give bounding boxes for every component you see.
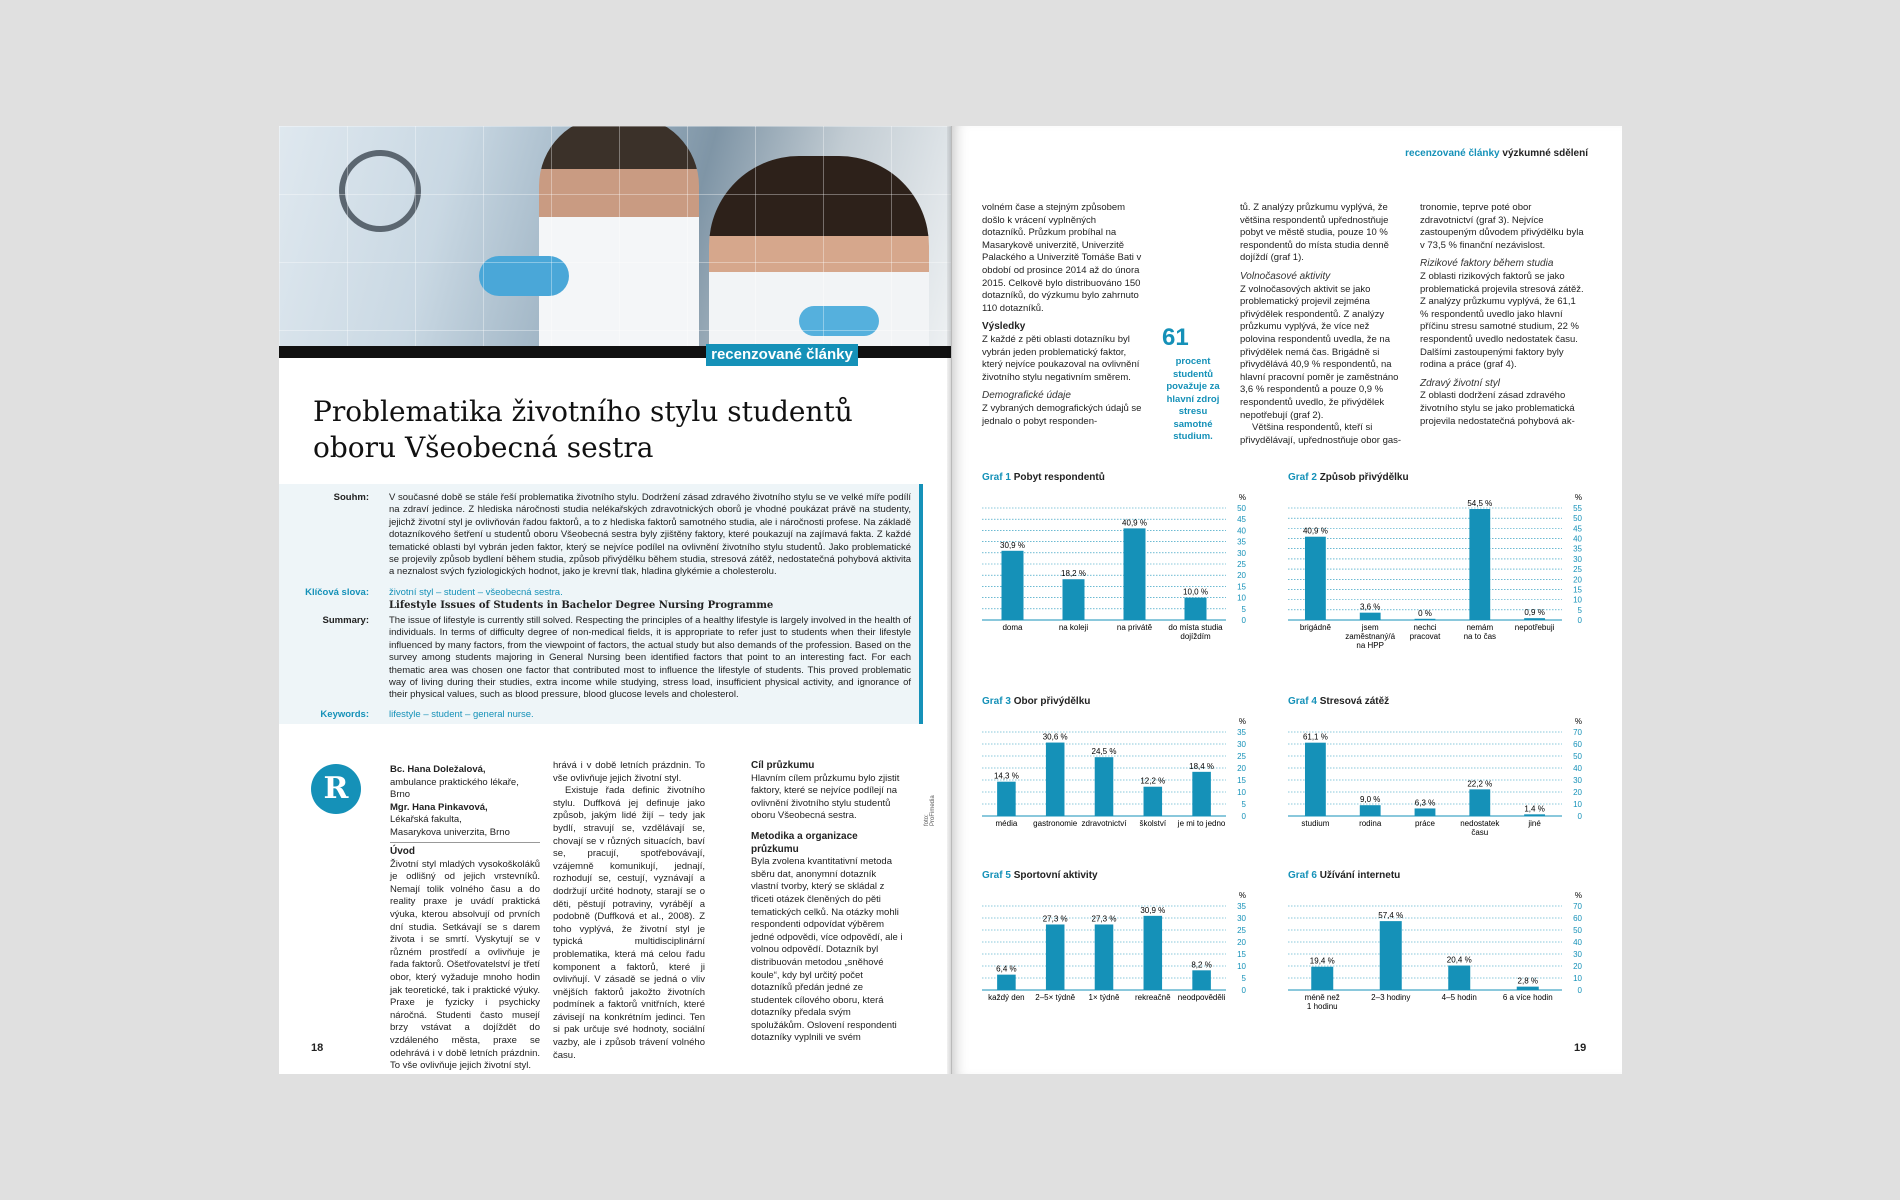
y-tick-label: 30	[1237, 548, 1246, 558]
bar-value-label: 30,9 %	[1140, 905, 1166, 915]
y-tick-label: 0	[1241, 812, 1246, 821]
bar-value-label: 0 %	[1418, 608, 1432, 618]
y-tick-label: 35	[1237, 728, 1246, 737]
running-head-type: výzkumné sdělení	[1502, 148, 1588, 159]
chart-title	[1288, 472, 1409, 483]
y-tick-label: 40	[1237, 526, 1246, 536]
left-page	[279, 126, 951, 1074]
bar	[997, 975, 1016, 990]
y-tick-label: 30	[1573, 776, 1582, 785]
right-col-3	[1420, 202, 1586, 428]
bar	[1415, 808, 1436, 816]
category-label: nedostatek	[1460, 819, 1500, 828]
y-tick-label: 5	[1241, 604, 1246, 614]
y-tick-label: 10	[1573, 595, 1582, 605]
bar-value-label: 30,9 %	[1000, 540, 1025, 550]
section-tag: recenzované články	[706, 344, 858, 366]
bar	[1046, 743, 1065, 816]
y-tick-label: 20	[1237, 938, 1246, 947]
y-tick-label: 0	[1577, 616, 1582, 625]
category-label: práce	[1414, 819, 1436, 828]
y-tick-label: 15	[1237, 582, 1246, 592]
category-label: školství	[1139, 819, 1167, 828]
abstract-box	[279, 484, 919, 724]
bar-value-label: 3,6 %	[1359, 602, 1381, 612]
y-tick-label: 0	[1241, 986, 1246, 995]
category-label: na koleji	[1058, 623, 1089, 632]
bar-value-label: 27,3 %	[1091, 914, 1117, 924]
bar-value-label: 54,5 %	[1467, 499, 1493, 509]
category-label: jiné	[1528, 819, 1541, 828]
abstract-accent-bar	[919, 484, 923, 724]
bar-value-label: 19,4 %	[1309, 956, 1335, 966]
bar-value-label: 20,4 %	[1446, 955, 1472, 965]
category-label: doma	[1002, 623, 1023, 632]
y-tick-label: 50	[1573, 514, 1582, 524]
bar	[1469, 789, 1490, 816]
y-tick-label: 40	[1573, 534, 1582, 544]
klicova-label: Klíčová slova:	[305, 587, 369, 598]
chart-title	[982, 472, 1105, 483]
bar-value-label: 1,4 %	[1524, 804, 1545, 814]
bar	[1192, 772, 1211, 816]
category-label: rodina	[1359, 819, 1382, 828]
bar-value-label: 22,2 %	[1467, 779, 1493, 789]
category-label: 2–5× týdně	[1035, 993, 1076, 1002]
title-line-2: oboru Všeobecná sestra	[313, 431, 654, 464]
y-tick-label: 55	[1573, 504, 1582, 513]
chart-graf-5	[982, 870, 1252, 1040]
category-label: je mi to jedno	[1177, 819, 1226, 828]
bar	[1360, 613, 1381, 620]
category-label: média	[995, 819, 1018, 828]
category-label: méně než	[1304, 993, 1340, 1002]
chart-title-text: Užívání internetu	[1319, 870, 1401, 881]
bar	[1144, 916, 1163, 990]
article-title	[313, 394, 913, 466]
chart-title	[1288, 870, 1400, 881]
chart-svg	[1288, 884, 1588, 1040]
callout-number: 61	[1162, 324, 1189, 351]
y-tick-label: 5	[1241, 974, 1246, 983]
y-tick-label: 70	[1573, 902, 1582, 911]
col2-text-1: hrává i v době letních prázdnin. To vše ovlivňuje jejich životní styl.	[553, 760, 705, 784]
category-label: brigádně	[1299, 623, 1331, 632]
y-tick-label: 40	[1573, 938, 1582, 947]
category-label: na privátě	[1116, 623, 1153, 632]
summary-text: The issue of lifestyle is currently still solved. Respecting the principles of a healthy lifestyle is largely involved in the health of individuals. In terms of difficulty degree of non-medical fields, it is appropriate to refer just to students when their lifestyle influenced by many factors, from the viewpoint of factors, the actual study but also demands of the profession. Based on the survey among students majoring in General Nursing been identified factors that point to an interesting fact. For each thematic area was chosen one factor that contributed most to influence the lifestyle of students. This proved problematic way of living during their studies, extra income while studying, stress load, insufficient physical activity, and ignorance of their physical values, such as blood pressure, blood glucose levels and cholesterol.	[389, 615, 911, 701]
uvod-text: Životní styl mladých vysokoškoláků je odlišný od jejich vrstevníků. Nemají tolik volného času a do reality praxe je uvádí praktická výuka, kterou absolvují od prvních dní studia. Setkávají se s darem života i se smrtí. Vyskytují se v různém prostředí a ovlivňuje je řada faktorů. Ošetřovatelství je třetí obor, který vyžaduje mnoho hodin jak teoretické, tak i praktické výuky. Praxe je fyzicky i psychicky náročná. Studenti často musejí brzy vstávat a dojíždět do vzdáleného města, praxe se odehrává i v době letních prázdnin. To vše ovlivňuje jejich životní styl.	[390, 858, 540, 1072]
y-tick-label: 10	[1237, 962, 1246, 971]
keywords-label: Keywords:	[320, 709, 369, 720]
rizik-text: Z oblasti rizikových faktorů se jako problematická projevila stresová zátěž. Z analýzy průzkumu vyplývá, že 61,1 % respondentů uvedlo jako hlavní příčinu stresu samotné studium, 22 % respondentů uvedlo nedostatek času. Dalšími zastoupenými faktory byly rodina a práce (graf 4).	[1420, 270, 1584, 371]
running-head	[1405, 148, 1588, 159]
y-tick-label: 20	[1237, 764, 1246, 773]
category-label: nepotřebuji	[1514, 623, 1555, 632]
y-tick-label: 20	[1573, 575, 1582, 585]
y-tick-label: 15	[1237, 950, 1246, 959]
bar	[1144, 787, 1163, 816]
author-2-affiliation-2: Masarykova univerzita, Brno	[390, 826, 510, 838]
bar-value-label: 57,4 %	[1378, 911, 1404, 921]
bar-value-label: 18,2 %	[1061, 569, 1086, 579]
y-tick-label: 50	[1573, 926, 1582, 935]
bar	[1524, 814, 1545, 816]
chart-title-text: Obor přivýdělku	[1013, 696, 1091, 707]
bar	[1524, 618, 1545, 620]
demo-heading: Demografické údaje	[982, 390, 1071, 402]
chart-title-number: Graf 3	[982, 696, 1014, 707]
chart-title-number: Graf 6	[1288, 870, 1320, 881]
y-tick-label: 25	[1573, 565, 1582, 575]
cil-text: Hlavním cílem průzkumu bylo zjistit faktory, které se nejvíce podílejí na ovlivnění životního stylu studentů oboru Všeobecná sestra.	[751, 772, 900, 822]
keywords-text: lifestyle – student – general nurse.	[389, 709, 534, 720]
bar	[1311, 967, 1333, 990]
chart-svg	[982, 486, 1252, 662]
y-unit-label: %	[1238, 493, 1246, 502]
bar-value-label: 61,1 %	[1302, 732, 1328, 742]
y-tick-label: 0	[1241, 616, 1246, 625]
bar	[997, 782, 1016, 816]
bar	[1063, 579, 1085, 620]
y-tick-label: 20	[1573, 788, 1582, 797]
y-tick-label: 5	[1241, 800, 1246, 809]
y-tick-label: 5	[1577, 605, 1582, 615]
author-1-affiliation: ambulance praktického lékaře, Brno	[390, 776, 519, 801]
category-label: nemám	[1466, 623, 1494, 632]
author-2-affiliation-1: Lékařská fakulta,	[390, 814, 462, 826]
volno-text: Z volnočasových aktivit se jako problematický projevil zejména přivýdělek respondentů. Z analýzy průzkumu vyplývá, že více než polovina respondentů uvedla, že na přivýdělek nemá čas. Brigádně si přivydělává 40,9 % respondentů, na hlavní pracovní poměr je zaměstnáno 3,6 % respondentů a pouze 0,9 % respondentů uvedlo, že přivýdělek nepotřebují (graf 2).	[1240, 283, 1399, 421]
bar	[1360, 805, 1381, 816]
category-label: 1× týdně	[1088, 993, 1120, 1002]
bar-value-label: 24,5 %	[1091, 747, 1117, 757]
y-tick-label: 20	[1573, 962, 1582, 971]
chart-graf-4	[1288, 696, 1588, 856]
y-tick-label: 30	[1573, 950, 1582, 959]
summary-title: Lifestyle Issues of Students in Bachelor Degree Nursing Programme	[389, 600, 774, 611]
bar	[1380, 921, 1402, 990]
review-logo: R	[311, 764, 361, 814]
bar-value-label: 9,0 %	[1359, 795, 1381, 805]
bar-value-label: 18,4 %	[1189, 761, 1215, 771]
bar-value-label: 6,4 %	[996, 964, 1017, 974]
bar	[1046, 924, 1065, 990]
y-unit-label: %	[1574, 717, 1582, 726]
y-tick-label: 10	[1237, 593, 1246, 603]
y-tick-label: 10	[1237, 788, 1246, 797]
y-tick-label: 50	[1237, 504, 1246, 513]
chart-graf-6	[1288, 870, 1588, 1040]
title-line-1: Problematika životního stylu studentů	[313, 395, 853, 428]
bar-value-label: 40,9 %	[1302, 526, 1328, 536]
bar	[1469, 509, 1490, 620]
vysledky-text: Z každé z pěti oblasti dotazníku byl vybrán jeden problematický faktor, který nejvíce poukazoval na ovlivnění životního stylu negativním směrem.	[982, 333, 1140, 383]
category-label: neodpověděli	[1177, 993, 1226, 1002]
bar	[1305, 537, 1326, 620]
chart-title-text: Sportovní aktivity	[1013, 870, 1098, 881]
y-tick-label: 20	[1237, 571, 1246, 581]
category-label: 2–3 hodiny	[1371, 993, 1411, 1002]
y-tick-label: 70	[1573, 728, 1582, 737]
souhrn-label: Souhm:	[333, 492, 369, 503]
y-tick-label: 25	[1237, 560, 1246, 569]
authors-block	[390, 764, 540, 843]
definition-column	[553, 760, 705, 1062]
running-head-section: recenzované články	[1405, 148, 1500, 159]
uvod-heading: Úvod	[390, 846, 415, 857]
author-2: Mgr. Hana Pinkavová,	[390, 801, 488, 813]
metodika-heading: Metodika a organizace průzkumu	[751, 830, 858, 855]
y-tick-label: 40	[1573, 764, 1582, 773]
chart-svg	[982, 884, 1252, 1040]
y-tick-label: 60	[1573, 914, 1582, 923]
category-label: zaměstnaný/á	[1345, 632, 1396, 641]
chart-title-number: Graf 2	[1288, 472, 1320, 483]
y-tick-label: 15	[1237, 776, 1246, 785]
bar-value-label: 0,9 %	[1524, 608, 1545, 618]
chart-title-number: Graf 5	[982, 870, 1014, 881]
category-label: zdravotnictví	[1081, 819, 1127, 828]
chart-title	[982, 870, 1098, 881]
y-tick-label: 60	[1573, 740, 1582, 749]
y-unit-label: %	[1238, 717, 1246, 726]
y-tick-label: 10	[1573, 800, 1582, 809]
chart-svg	[1288, 486, 1588, 662]
y-tick-label: 35	[1237, 902, 1246, 911]
bar-value-label: 10,0 %	[1183, 587, 1208, 597]
y-unit-label: %	[1574, 493, 1582, 502]
y-tick-label: 0	[1577, 986, 1582, 995]
chart-graf-1	[982, 472, 1252, 662]
y-tick-label: 15	[1573, 585, 1582, 595]
right-col-1	[982, 202, 1142, 428]
right-col2-text: tů. Z analýzy průzkumu vyplývá, že většina respondentů upřednostňuje pobyt ve městě studia, pouze 10 % respondentů do místa studia denně dojíždí (graf 1).	[1240, 202, 1389, 264]
chart-graf-3	[982, 696, 1252, 856]
category-label: 1 hodinu	[1306, 1002, 1338, 1011]
chart-title	[1288, 696, 1389, 707]
bar-value-label: 14,3 %	[993, 771, 1019, 781]
page-number-left: 18	[311, 1042, 324, 1054]
callout-text: procent studentů považuje za hlavní zdroj stresu samotné studium.	[1166, 356, 1220, 442]
category-label: do místa studia	[1168, 623, 1223, 632]
category-label: 4–5 hodin	[1441, 993, 1477, 1002]
chart-svg	[982, 710, 1252, 856]
bar-value-label: 12,2 %	[1140, 776, 1166, 786]
rizik-heading: Rizikové faktory během studia	[1420, 258, 1554, 270]
right-col3-text: tronomie, teprve poté obor zdravotnictví (graf 3). Nejvíce zastoupeným důvodem přivýdělku byla v 73,5 % finanční nezávislost.	[1420, 202, 1584, 251]
summary-label: Summary:	[322, 615, 369, 626]
y-tick-label: 25	[1237, 752, 1246, 761]
category-label: na HPP	[1356, 641, 1384, 650]
volno-heading: Volnočasové aktivity	[1240, 270, 1331, 282]
klicova-text: životní styl – student – všeobecná sestra.	[389, 587, 563, 598]
souhrn-text: V současné době se stále řeší problematika životního stylu. Dodržení zásad zdravého životního stylu se ve velké míře podílí na zdraví jedince. Z hlediska náročnosti studia nelékařských zdravotnických oborů je vhodné poukázat právě na studenty, jejichž životní styl je ovlivňován řadou faktorů, a to z hlediska faktorů samotného studia, ale i náročnosti profese. Na základě dotazníkového šetření u studentů oboru Všeobecná sestra byly zjištěny faktory, které poukazují na zajímavá fakta. Z každé tematické oblasti byl vybrán jeden faktor, který se nejvíce podílel na ovlivnění životního stylu studentů. Jako problematické se projevily způsob bydlení během studia, způsob přivýdělku během studia, stresová zátěž, nedostatečná pohybová aktivita a neznalost svých fyziologických hodnot, jako je krevní tlak, hladina glykémie a cholesterolu.	[389, 492, 911, 578]
y-tick-label: 35	[1573, 544, 1582, 554]
bar	[1095, 924, 1114, 990]
bar-value-label: 2,8 %	[1517, 976, 1538, 986]
y-unit-label: %	[1574, 891, 1582, 900]
bar	[1305, 743, 1326, 816]
category-label: 6 a více hodin	[1502, 993, 1553, 1002]
category-label: na to čas	[1463, 632, 1497, 641]
chart-title-number: Graf 1	[982, 472, 1014, 483]
y-tick-label: 35	[1237, 537, 1246, 547]
y-tick-label: 10	[1573, 974, 1582, 983]
y-unit-label: %	[1238, 891, 1246, 900]
author-1: Bc. Hana Doležalová,	[390, 764, 486, 775]
bar	[1124, 528, 1146, 620]
demo-text: Z vybraných demografických údajů se jednalo o pobyt responden-	[982, 402, 1142, 427]
vysledky-heading: Výsledky	[982, 321, 1026, 333]
right-page	[952, 126, 1622, 1074]
category-label: nechci	[1413, 623, 1437, 632]
uvod-column	[390, 846, 540, 1073]
chart-svg	[1288, 710, 1588, 856]
category-label: jsem	[1361, 623, 1379, 632]
bar	[1192, 970, 1211, 990]
bar-value-label: 8,2 %	[1191, 960, 1212, 970]
y-tick-label: 45	[1237, 515, 1246, 525]
zdravy-heading: Zdravý životní styl	[1420, 377, 1501, 389]
category-label: dojíždím	[1180, 632, 1211, 641]
volno-text-2: Většina respondentů, kteří si přivydělávají, upřednostňuje obor gas-	[1240, 422, 1402, 446]
category-label: každý den	[988, 993, 1025, 1002]
chart-graf-2	[1288, 472, 1588, 662]
category-label: studium	[1301, 819, 1330, 828]
photo-credit: foto: ProFimedia	[924, 795, 936, 826]
bar-value-label: 6,3 %	[1414, 798, 1436, 808]
page-number-right: 19	[1574, 1042, 1587, 1054]
bar	[1095, 757, 1114, 816]
y-tick-label: 30	[1573, 554, 1582, 564]
y-tick-label: 30	[1237, 740, 1246, 749]
chart-title-text: Způsob přivýdělku	[1319, 472, 1409, 483]
y-tick-label: 50	[1573, 752, 1582, 761]
cil-heading: Cíl průzkumu	[751, 760, 815, 771]
metodika-text: Byla zvolena kvantitativní metoda sběru dat, anonymní dotazník vlastní tvorby, který se skládal z třiceti otázek členěných do pěti tematických celků. Na otázky mohli respondenti odpovídat výběrem jedné odpovědi, více odpovědí, ale i volnou odpovědí. Dotazník byl distribuován metodou „sněhové koule“, kdy byl určitý počet dotazníků předán jedné ze studentek cílového oboru, která dotazníky předala svým spolužákům. Oslovení respondenti dotazníky vyplnili ve svém	[751, 856, 903, 1044]
chart-title-number: Graf 4	[1288, 696, 1320, 707]
category-label: gastronomie	[1033, 819, 1078, 828]
y-tick-label: 25	[1237, 926, 1246, 935]
lab-photo	[279, 126, 951, 346]
category-label: času	[1471, 828, 1489, 837]
bar	[1448, 966, 1470, 990]
zdravy-text: Z oblasti dodržení zásad zdravého životního stylu se jako problematická projevila nedostatečná pohybová ak-	[1420, 390, 1575, 427]
y-tick-label: 45	[1573, 524, 1582, 534]
bar-value-label: 40,9 %	[1122, 518, 1147, 528]
category-label: pracovat	[1409, 632, 1441, 641]
bar	[1185, 598, 1207, 620]
bar	[1517, 987, 1539, 990]
y-tick-label: 0	[1577, 812, 1582, 821]
bar	[1002, 551, 1024, 620]
category-label: rekreačně	[1135, 993, 1171, 1002]
chart-title-text: Pobyt respondentů	[1013, 472, 1105, 483]
chart-title-text: Stresová zátěž	[1319, 696, 1390, 707]
goal-column	[751, 760, 903, 1045]
right-col1-text: volném čase a stejným způsobem došlo k vrácení vyplněných dotazníků. Průzkum probíhal na Masarykově univerzitě, Univerzitě Palackého a Univerzitě Tomáše Bati v období od prosince 2014 až do února 2015. Celkově bylo distribuováno 150 dotazníků, do výzkumu bylo zahrnuto 110 dotazníků.	[982, 202, 1142, 314]
chart-title	[982, 696, 1090, 707]
photo-grid-overlay	[279, 126, 951, 346]
bar-value-label: 27,3 %	[1042, 914, 1068, 924]
bar-value-label: 30,6 %	[1042, 732, 1068, 742]
bar	[1415, 619, 1436, 620]
right-col-2	[1240, 202, 1402, 447]
col2-text-2: Existuje řada definic životního stylu. Duffková jej definuje jako způsob, jakým lidé žijí – tedy jak bydlí, stravují se, vzdělávají se, chovají se v různých situacích, baví se, pracují, spotřebovávají, vzájemně komunikují, jednají, rozhodují se, cestují, vyznávají a dodržují určité hodnoty, starají se o děti, pěstují potraviny, vyrábějí a podobně (Duffková et al., 2008). Z toho vyplývá, že životní styl je typická multidisciplinární problematika, která má celou řadu komponent a faktorů, které ji ovlivňují. V zásadě se jedná o vliv vnějších faktorů jakožto životních podmínek a faktorů vnitřních, které závisejí na konkrétním jedinci. Ten si pak určuje své hodnoty, sociální vazby, ale i způsob trávení volného času.	[553, 785, 705, 1061]
y-tick-label: 30	[1237, 914, 1246, 923]
